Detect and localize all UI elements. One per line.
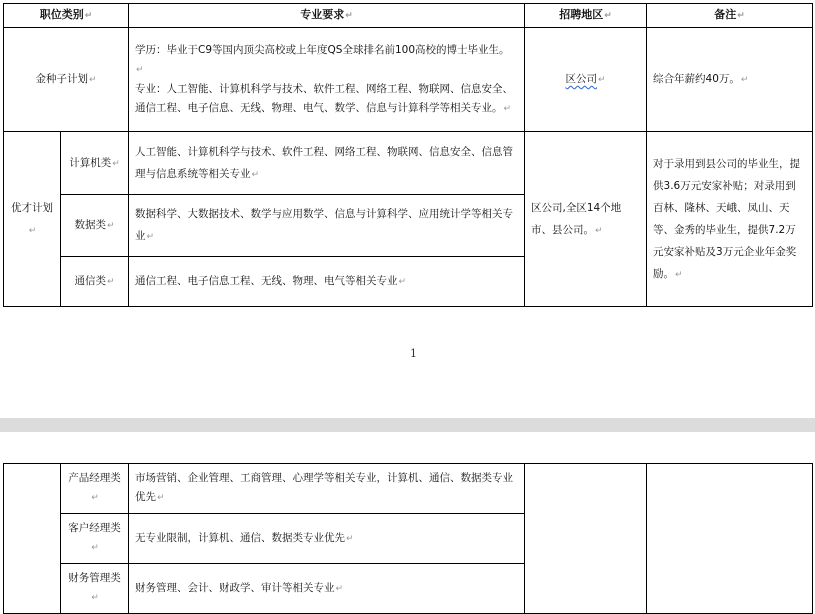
- remark-continued: [647, 464, 813, 614]
- header-remark: 备注↵: [647, 4, 813, 28]
- region-golden: 区公司↵: [525, 28, 647, 132]
- header-category: 职位类别↵: [4, 4, 129, 28]
- category-talent: 优才计划↵: [4, 132, 61, 307]
- requirement-education: 学历：毕业于C9等国内顶尖高校或上年度QS全球排名前100高校的博士毕业生。↵: [135, 43, 510, 75]
- remark-golden: 综合年薪约40万。↵: [647, 28, 813, 132]
- region-talent: 区公司,全区14个地市、县公司。↵: [525, 132, 647, 307]
- table-row-computer: [4, 132, 813, 195]
- header-region: 招聘地区↵: [525, 4, 647, 28]
- requirement-computer: 人工智能、计算机科学与技术、软件工程、网络工程、物联网、信息安全、信息管理与信息系统等相关专业↵: [129, 132, 525, 195]
- requirement-golden: [129, 28, 525, 132]
- document-page-2: [0, 432, 815, 614]
- type-data: 数据类↵: [61, 195, 129, 257]
- requirement-data: 数据科学、大数据技术、数学与应用数学、信息与计算科学、应用统计学等相关专业↵: [129, 195, 525, 257]
- remark-talent: 对于录用到县公司的毕业生，提供3.6万元安家补贴；对录用到百林、隆林、天峨、凤山、天等、金秀的毕业生，提供7.2万元安家补贴及3万元企业年金奖励。↵: [647, 132, 813, 307]
- type-account: 客户经理类↵: [61, 514, 129, 564]
- type-product: 产品经理类↵: [61, 464, 129, 514]
- type-computer: 计算机类↵: [61, 132, 129, 195]
- page-number: 1: [410, 347, 417, 360]
- category-golden: 金种子计划↵: [4, 28, 129, 132]
- category-continued: [4, 464, 61, 614]
- table-header-row: [4, 4, 813, 28]
- recruitment-table-continued: [3, 463, 813, 614]
- page-gap: [0, 418, 815, 432]
- type-telecom: 通信类↵: [61, 257, 129, 307]
- requirement-major: 专业：人工智能、计算机科学与技术、软件工程、网络工程、物联网、信息安全、通信工程、电子信息、无线、物理、电气、数学、信息与计算科学等相关专业。↵: [135, 82, 514, 114]
- type-finance: 财务管理类↵: [61, 564, 129, 614]
- table-row-golden: [4, 28, 813, 132]
- table-row-product: [4, 464, 813, 514]
- recruitment-table: [3, 3, 813, 307]
- requirement-finance: 财务管理、会计、财政学、审计等相关专业↵: [129, 564, 525, 614]
- requirement-account: 无专业限制，计算机、通信、数据类专业优先↵: [129, 514, 525, 564]
- requirement-telecom: 通信工程、电子信息工程、无线、物理、电气等相关专业↵: [129, 257, 525, 307]
- header-requirement: 专业要求↵: [129, 4, 525, 28]
- region-continued: [525, 464, 647, 614]
- requirement-product: 市场营销、企业管理、工商管理、心理学等相关专业，计算机、通信、数据类专业优先↵: [129, 464, 525, 514]
